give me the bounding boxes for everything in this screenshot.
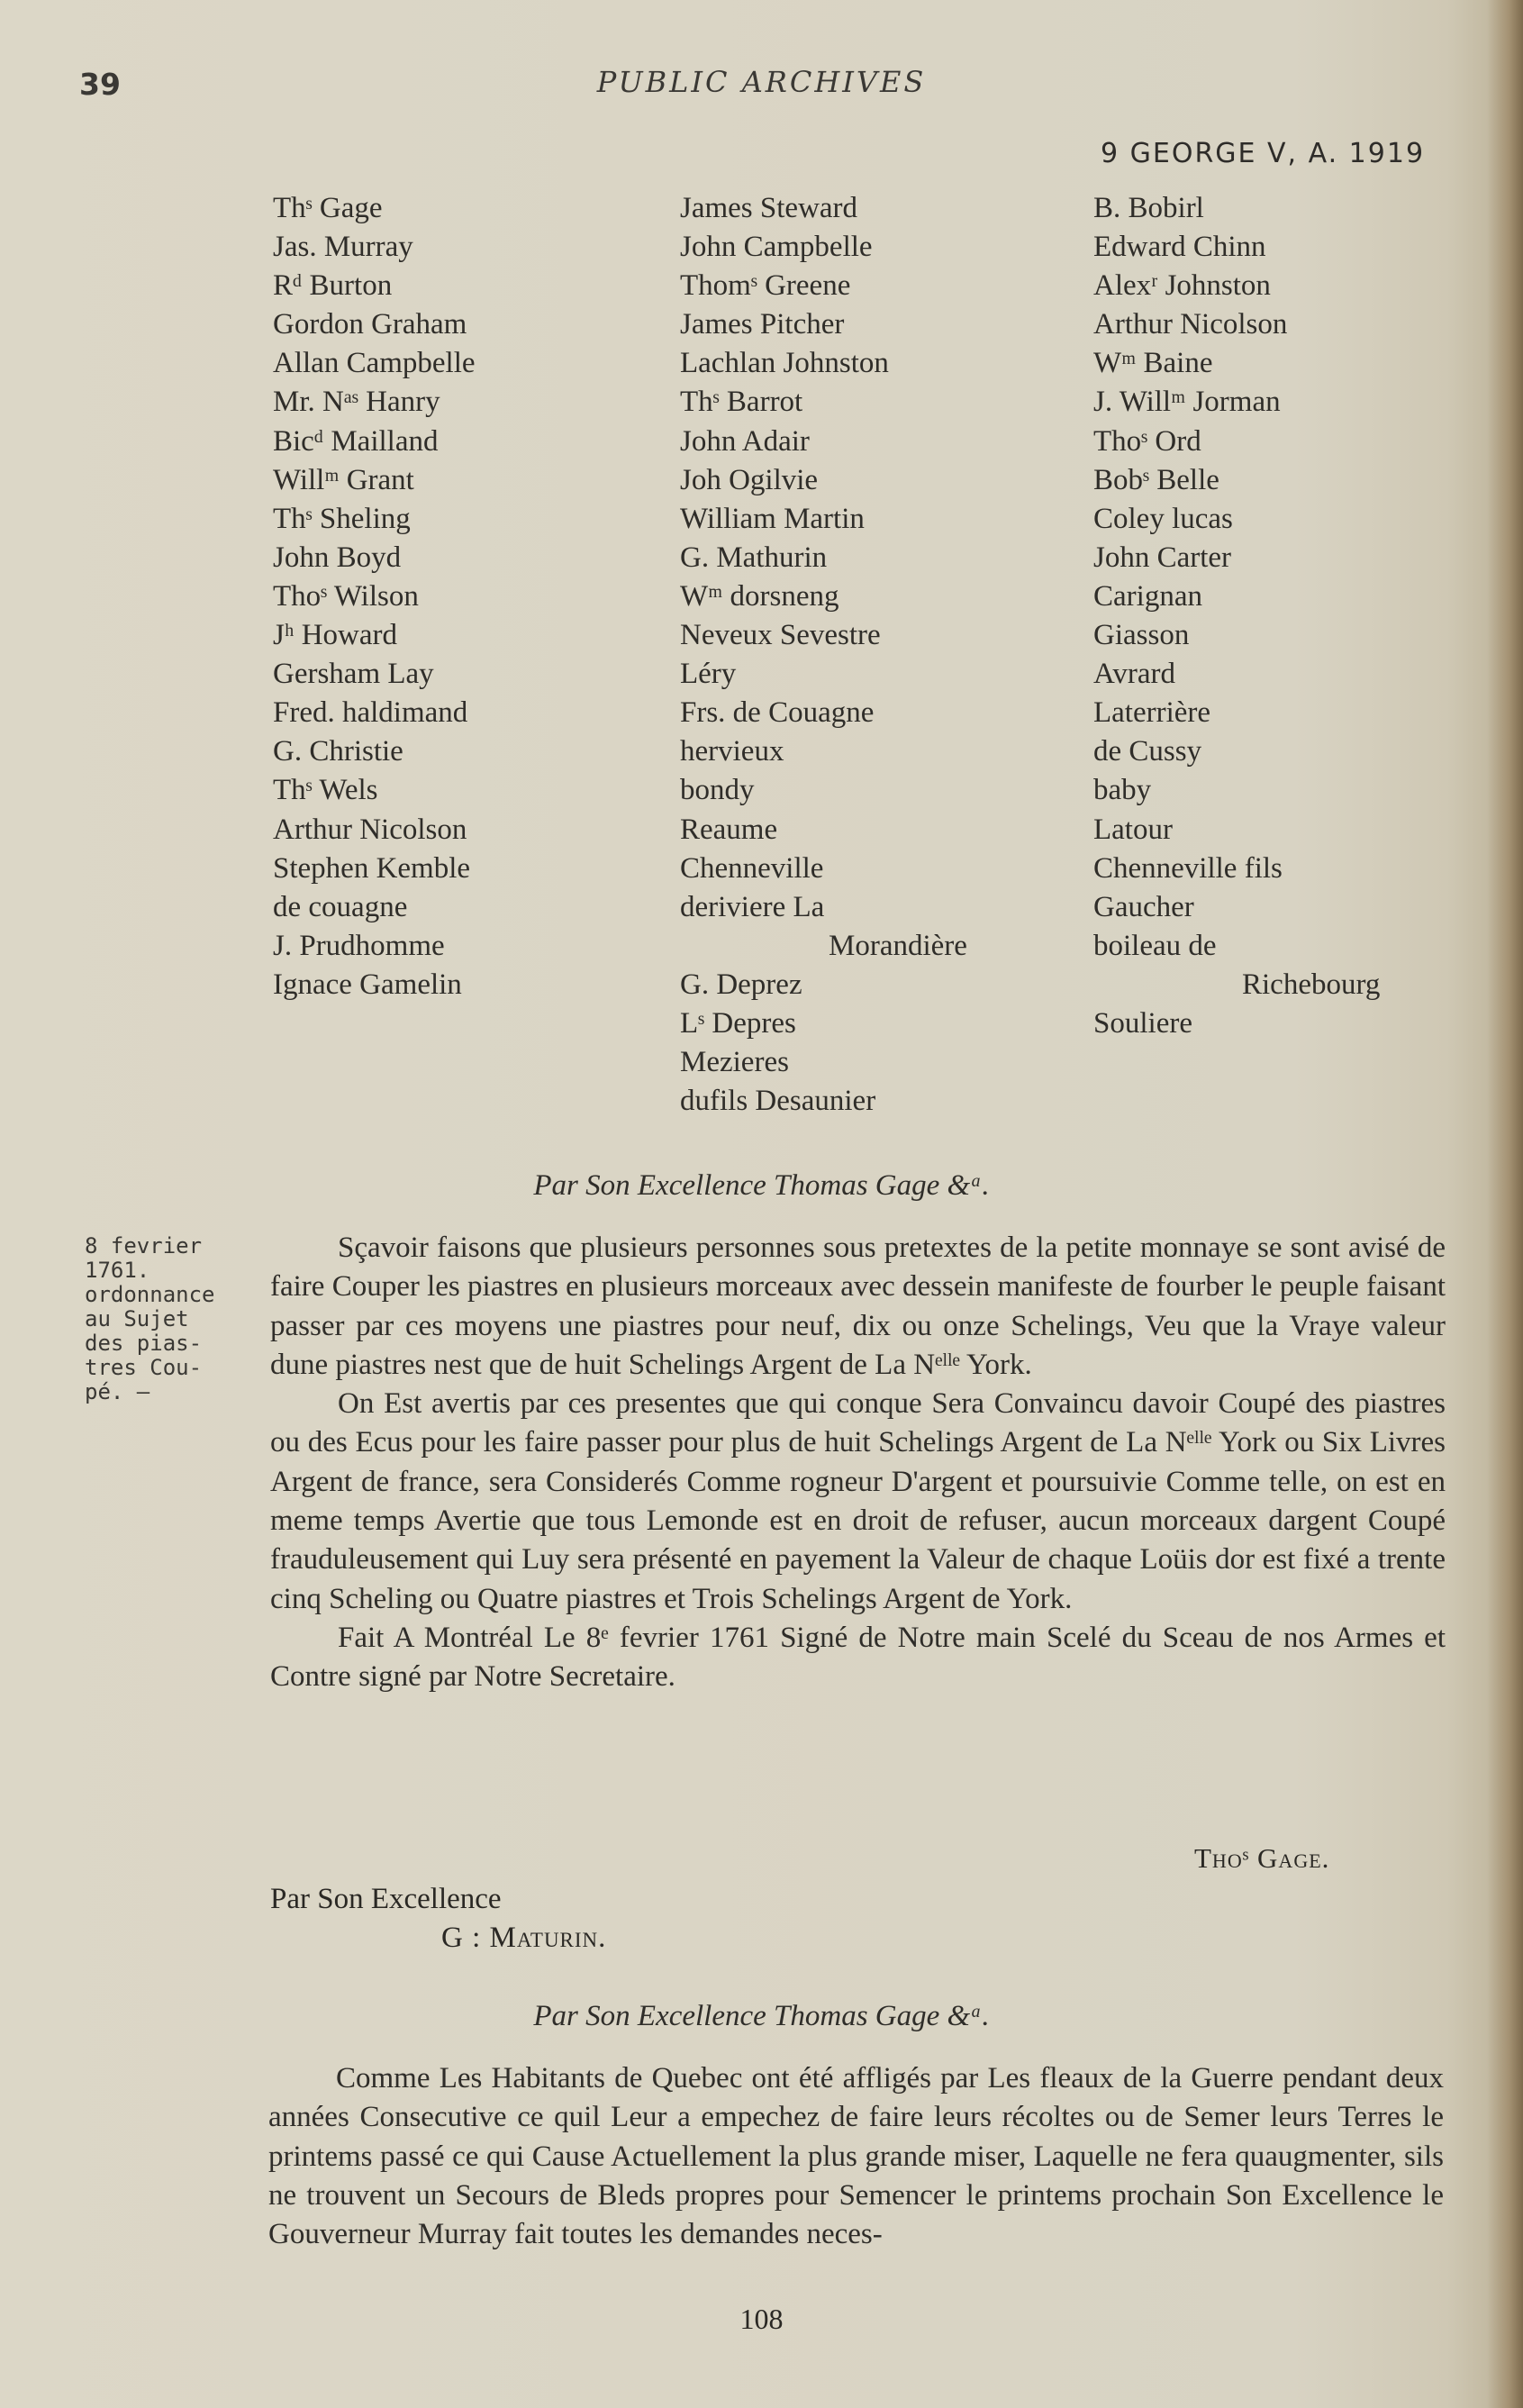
- signatory-name: boileau de: [1093, 929, 1217, 962]
- signatory-name: Léry: [680, 658, 737, 691]
- signatory-name: John Adair: [680, 424, 810, 458]
- signatory-name: Giasson: [1093, 619, 1190, 652]
- signatory-name: Thˢ Gage: [273, 192, 383, 224]
- signatory-name: Thomˢ Greene: [680, 269, 851, 303]
- signatory-name: J. Prudhomme: [273, 929, 445, 962]
- signatory-name: Coley lucas: [1093, 502, 1233, 535]
- signatory-name: dufils Desaunier: [680, 1085, 876, 1118]
- signatory-name: Laterrière: [1093, 696, 1211, 730]
- signatory-name: J. Willᵐ Jorman: [1093, 386, 1281, 419]
- signatory-name: Thoˢ Wilson: [273, 579, 419, 613]
- signatory-name: William Martin: [680, 502, 865, 535]
- signatories-column-1: [273, 189, 476, 1004]
- signatory-name: Chenneville fils: [1093, 851, 1283, 885]
- by-line: Par Son Excellence: [270, 1883, 502, 1915]
- signatory-name: Mezieres: [680, 1046, 789, 1079]
- signatory-name: Thoˢ Ord: [1093, 424, 1201, 458]
- signatories-column-2: [680, 189, 967, 1121]
- signatory-name: Lˢ Depres: [680, 1006, 796, 1040]
- signatory-name: Wᵐ dorsneng: [680, 579, 839, 613]
- signature-gage: Thoˢ Gage.: [1194, 1842, 1330, 1874]
- ordinance-1-paragraph-3: Fait A Montréal Le 8ᵉ fevrier 1761 Signé de Notre main Scelé du Sceau de nos Armes et Contre signé par Notre Secretaire.: [270, 1621, 1446, 1694]
- signatory-name: Arthur Nicolson: [273, 813, 467, 846]
- footer-page-number: 108: [739, 2303, 784, 2335]
- ordinance-2-paragraph-1: Comme Les Habitants de Quebec ont été affligés par Les fleaux de la Guerre pendant deux années Consecutive ce quil Leur a empechez de faire leurs récoltes ou de Semer leurs Terres le printems passé ce qui Cause Actuellement la plus grande miser, Laquelle ne fera quaugmenter, sils ne trouvent un Secours de Bleds propres pour Semencer le printems prochain Son Excellence le Gouverneur Murray fait toutes les demandes neces-: [268, 2062, 1444, 2251]
- signatory-name: Edward Chinn: [1093, 231, 1266, 264]
- signatory-name: Carignan: [1093, 579, 1202, 613]
- signatory-name: Thˢ Barrot: [680, 386, 803, 419]
- signatory-name: Mr. Nᵃˢ Hanry: [273, 386, 440, 419]
- ordinance-2-body: [268, 2059, 1444, 2254]
- signatory-name: Jʰ Howard: [273, 619, 397, 652]
- signatory-name: James Pitcher: [680, 308, 845, 341]
- signatory-name: James Steward: [680, 192, 858, 224]
- signatory-name: de couagne: [273, 890, 408, 923]
- margin-note-line: 1761.: [85, 1258, 150, 1283]
- page-number: 39: [79, 67, 121, 102]
- signatory-name: Rᵈ Burton: [273, 269, 393, 303]
- session-label: 9 GEORGE V, A. 1919: [1101, 138, 1426, 169]
- signatory-name: bondy: [680, 774, 755, 807]
- margin-note-line: tres Cou-: [85, 1355, 203, 1380]
- signatory-name: Thˢ Sheling: [273, 502, 411, 535]
- signatory-name: Thˢ Wels: [273, 774, 378, 807]
- signatories-column-3: [1093, 189, 1380, 1043]
- signatory-name: Morandière: [829, 929, 967, 962]
- margin-note-line: ordonnance: [85, 1282, 215, 1307]
- signatory-name: Arthur Nicolson: [1093, 308, 1288, 341]
- signatory-name: Chenneville: [680, 851, 824, 885]
- signatory-name: Allan Campbelle: [273, 347, 476, 380]
- signatory-name: deriviere La: [680, 890, 825, 923]
- margin-note-line: pé. –: [85, 1379, 150, 1404]
- ordinance-1-paragraph-2: On Est avertis par ces presentes que qui conque Sera Convaincu davoir Coupé des piastres ou des Ecus pour les faire passer pour plus de huit Schelings Argent de La Nᵉˡˡᵉ York ou Six Livres Argent de france, sera Considerés Comme rogneur D'argent et poursuivie Comme telle, on est en meme temps Avertie que tous Lemonde est en droit de refuser, aucun morceaux dargent Coupé frauduleusement qui Luy sera présenté en payement la Valeur de chaque Loüis dor est fixé a trente cinq Scheling ou Quatre piastres et Trois Schelings Argent de York.: [270, 1387, 1446, 1615]
- signatory-name: Ignace Gamelin: [273, 968, 462, 1001]
- signatory-name: John Boyd: [273, 541, 402, 574]
- countersignature-block: [270, 1880, 606, 1958]
- signatory-name: Neveux Sevestre: [680, 619, 881, 652]
- signatory-name: de Cussy: [1093, 735, 1202, 768]
- signatory-name: Lachlan Johnston: [680, 347, 889, 380]
- ordinance-1-body: [270, 1229, 1446, 1697]
- signatory-name: Alexʳ Johnston: [1093, 269, 1271, 303]
- signatory-name: John Campbelle: [680, 231, 873, 264]
- signatory-name: Avrard: [1093, 658, 1176, 691]
- signatory-name: John Carter: [1093, 541, 1232, 574]
- margin-note-line: au Sujet: [85, 1306, 189, 1331]
- margin-note-line: des pias-: [85, 1331, 203, 1356]
- signatory-name: hervieux: [680, 735, 784, 768]
- signatory-name: B. Bobirl: [1093, 192, 1204, 224]
- book-spine-shadow: [1487, 0, 1523, 2408]
- signatory-name: Gaucher: [1093, 890, 1194, 923]
- running-title: PUBLIC ARCHIVES: [596, 65, 927, 99]
- signatory-name: Bobˢ Belle: [1093, 463, 1219, 496]
- signatory-name: Souliere: [1093, 1006, 1192, 1040]
- signatory-name: baby: [1093, 774, 1152, 807]
- ordinance-1-paragraph-1: Sçavoir faisons que plusieurs personnes sous pretextes de la petite monnaye se sont avisé de faire Couper les piastres en plusieurs morceaux avec dessein manifeste de fourber le peuple faisant passer par ces moyens une piastres pour neuf, dix ou onze Schelings, Veu que la Vraye valeur dune piastres nest que de huit Schelings Argent de La Nᵉˡˡᵉ York.: [270, 1231, 1446, 1381]
- signatory-name: Latour: [1093, 813, 1173, 846]
- ordinance-heading-2: Par Son Excellence Thomas Gage &ᵃ.: [533, 2000, 990, 2032]
- signatory-name: Willᵐ Grant: [273, 463, 414, 496]
- margin-note-line: 8 fevrier: [85, 1233, 203, 1259]
- signatory-name: Gordon Graham: [273, 308, 467, 341]
- signatory-name: Frs. de Couagne: [680, 696, 875, 730]
- signatory-name: G. Mathurin: [680, 541, 828, 574]
- margin-note: [85, 1234, 215, 1404]
- signatory-name: Wᵐ Baine: [1093, 347, 1213, 380]
- signatory-name: Bicᵈ Mailland: [273, 424, 439, 458]
- signatory-name: Stephen Kemble: [273, 851, 471, 885]
- signatory-name: G. Christie: [273, 735, 403, 768]
- secretary-name: G : Maturin.: [441, 1922, 607, 1954]
- signatory-name: Gersham Lay: [273, 658, 434, 691]
- signatory-name: Reaume: [680, 813, 778, 846]
- ordinance-heading-1: Par Son Excellence Thomas Gage &ᵃ.: [533, 1169, 990, 1202]
- signatory-name: Jas. Murray: [273, 231, 413, 264]
- signatory-name: G. Deprez: [680, 968, 802, 1001]
- signatory-name: Fred. haldimand: [273, 696, 468, 730]
- signatory-name: Richebourg: [1242, 968, 1381, 1001]
- signatory-name: Joh Ogilvie: [680, 463, 819, 496]
